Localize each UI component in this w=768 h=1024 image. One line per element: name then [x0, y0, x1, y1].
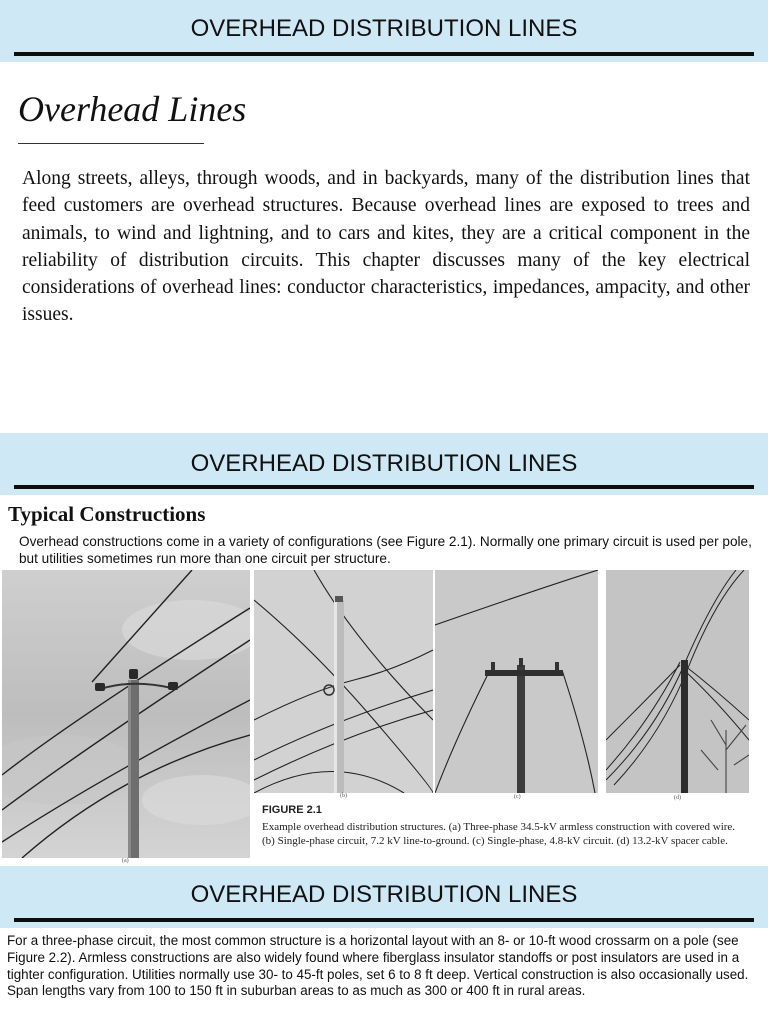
photo-a-label: (a): [122, 858, 129, 864]
slide2-title-rule: [14, 485, 754, 489]
constructions-paragraph: For a three-phase circuit, the most common structure is a horizontal layout with an 8- or 10-ft wood crossarm on a pole (see Figure 2.2). Armless constructions are also widely found where fiberglass insulator standoffs or post insulators are used in a tighter configuration. Utilities normally use 30- to 45-ft poles, set 6 to 8 ft deep. Vertical construction is also occasionally used. Span lengths vary from 100 to 150 ft in suburban areas to as much as 300 or 400 ft in rural areas.: [7, 933, 749, 999]
slide2-title-band: [0, 433, 768, 495]
section-paragraph: Overhead constructions come in a variety of configurations (see Figure 2.1). Normally one primary circuit is used per pole, but utilities sometimes run more than one circuit per structure.: [19, 534, 752, 566]
figure-caption: Example overhead distribution structures. (a) Three-phase 34.5-kV armless construction with covered wire. (b) Single-phase circuit, 7.2 kV line-to-ground. (c) Single-phase, 4.8-kV circuit. (d) 13.2-kV spacer cable.: [262, 821, 736, 847]
figure-photo-a: [2, 570, 250, 858]
photo-d-label: (d): [674, 795, 681, 801]
photo-c-label: (c): [514, 794, 521, 800]
chapter-title: Overhead Lines: [18, 89, 247, 129]
photo-b-label: (b): [340, 793, 347, 799]
figure-label: FIGURE 2.1: [262, 804, 322, 816]
slide3-title-band: [0, 866, 768, 928]
section-heading: Typical Constructions: [8, 502, 206, 526]
figure-photo-c: [435, 570, 598, 793]
chapter-intro-paragraph: Along streets, alleys, through woods, and in backyards, many of the distribution lines that feed customers are overhead structures. Because overhead lines are exposed to trees and animals, to wind and lightning, and to cars and kites, they are a critical component in the reliability of distribution circuits. This chapter discusses many of the key electrical considerations of overhead lines: conductor characteristics, impedances, ampacity, and other issues.: [22, 168, 750, 326]
slide1-title-rule: [14, 52, 754, 56]
slide3-title-rule: [14, 918, 754, 922]
figure-photo-b: [254, 570, 433, 793]
figure-photo-d: [606, 570, 749, 793]
slide1-title: OVERHEAD DISTRIBUTION LINES: [190, 15, 578, 42]
slide2-title: OVERHEAD DISTRIBUTION LINES: [190, 450, 578, 477]
slide1-title-band: [0, 0, 768, 62]
slide3-title: OVERHEAD DISTRIBUTION LINES: [190, 881, 578, 908]
chapter-title-underline: [18, 143, 204, 144]
